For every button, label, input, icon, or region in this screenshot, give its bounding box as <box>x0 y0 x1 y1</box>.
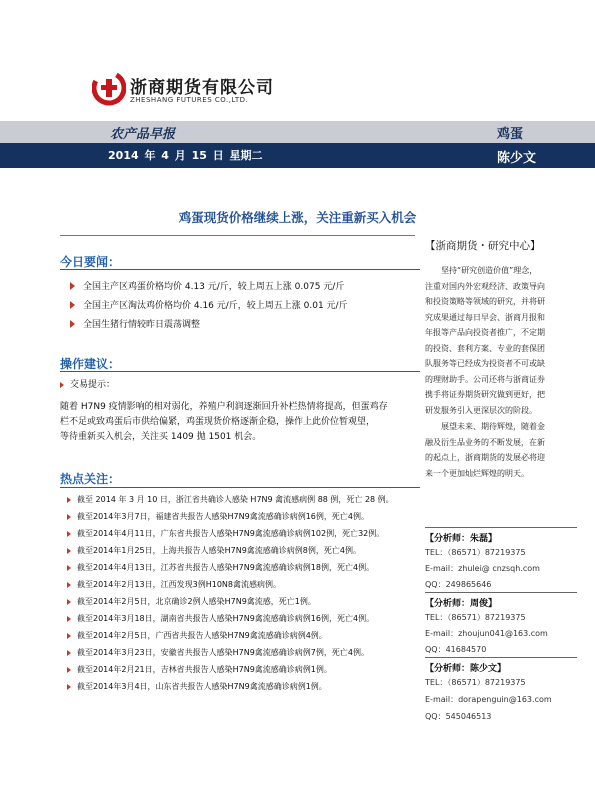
intro-line: 究成果通过每日早会、浙商月报和 <box>425 312 545 322</box>
today-news-underline <box>60 269 420 270</box>
intro-line: 队服务等已经成为投资者不可或缺 <box>425 359 545 368</box>
news-item-text: 全国主产区淘汰鸡价格均价 4.16 元/斤，较上周五上涨 0.01 元/斤 <box>83 301 348 311</box>
bullet-triangle-icon <box>67 497 71 503</box>
intro-line: 的投资、套利方案、专业的套保团 <box>425 343 545 353</box>
hot-topic-item <box>67 630 327 641</box>
hot-topic-text: 截至2014年3月7日，福建省共报告人感染H7N9禽流感确诊病例16例，死亡4例。 <box>77 512 369 521</box>
analyst-name: 【分析师：周俊】 <box>425 599 498 609</box>
research-center-heading: 【浙商期货・研究中心】 <box>425 240 541 252</box>
research-center-intro <box>425 263 575 418</box>
hot-topic-item <box>67 494 394 505</box>
bullet-triangle-icon <box>60 382 64 388</box>
hot-topic-item <box>67 613 374 624</box>
today-news-title: 今日要闻： <box>60 255 121 269</box>
operation-line: 随着 H7N9 疫情影响的相对弱化，养殖户利润逐渐回升补栏热情将提高，但蛋鸡存 <box>60 402 388 412</box>
author-label: 陈少文 <box>497 151 537 166</box>
bullet-triangle-icon <box>67 565 71 571</box>
hot-topic-item <box>67 664 332 675</box>
report-type: 农产品早报 <box>110 127 176 142</box>
hot-topic-item <box>67 528 384 539</box>
report-date: 2014 年 4 月 15 日 星期二 <box>108 149 263 162</box>
news-item <box>70 298 348 311</box>
news-item-text: 全国主产区鸡蛋价格均价 4.13 元/斤，较上周五上涨 0.075 元/斤 <box>83 282 345 292</box>
bullet-triangle-icon <box>67 548 71 554</box>
analyst-email[interactable]: E-mail：dorapenguin@163.com <box>425 695 552 704</box>
company-name-cn: 浙商期货有限公司 <box>130 78 274 98</box>
company-logo <box>92 70 274 114</box>
bullet-triangle-icon <box>67 514 71 520</box>
bullet-triangle-icon <box>67 667 71 673</box>
intro-line: 携手将证券期货研究做到更好，把 <box>425 390 545 399</box>
news-item <box>70 279 344 292</box>
bullet-triangle-icon <box>67 684 71 690</box>
bullet-triangle-icon <box>67 599 71 605</box>
headline-divider <box>60 235 415 236</box>
analyst-name: 【分析师：陈少文】 <box>425 664 507 674</box>
analyst-tel: TEL：（86571）87219375 <box>425 548 526 557</box>
hot-topic-text: 截至2014年1月25日，上海共报告人感染H7N9禽流感确诊病例8例，死亡4例。 <box>77 546 361 555</box>
bullet-triangle-icon <box>67 633 71 639</box>
commodity-label: 鸡蛋 <box>497 127 524 142</box>
bullet-triangle-icon <box>67 616 71 622</box>
hot-topics-underline <box>60 487 420 488</box>
trade-tip-text: 交易提示： <box>70 380 116 390</box>
hot-topic-item <box>67 511 369 522</box>
analyst-email[interactable]: E-mail：zhulei@ cnzsqh.com <box>425 564 540 573</box>
hot-topic-text: 截至2014年2月5日，广西省共报告人感染H7N9禽流感确诊病例4例。 <box>77 631 327 640</box>
analyst-qq: QQ：41684570 <box>425 645 487 654</box>
operation-line: 栏不足或致鸡蛋后市供给偏紧，鸡蛋现货价格逐渐企稳，操作上此价位暂观望， <box>60 417 376 427</box>
analyst-email[interactable]: E-mail：zhoujun041@163.com <box>425 629 548 638</box>
hot-topic-item <box>67 647 369 658</box>
headline-text: 鸡蛋现货价格继续上涨，关注重新买入机会 <box>178 210 417 225</box>
intro-line: 研发服务引入更深层次的阶段。 <box>425 405 537 415</box>
trade-tip-label <box>60 377 115 390</box>
bullet-triangle-icon <box>70 320 75 328</box>
company-name-en: ZHESHANG FUTURES CO.,LTD. <box>130 96 249 104</box>
analyst-divider <box>425 657 577 658</box>
bullet-triangle-icon <box>67 582 71 588</box>
bullet-triangle-icon <box>70 301 75 309</box>
hot-topic-text: 截至2014年3月23日，安徽省共报告人感染H7N9禽流感确诊病例7例，死亡4例。 <box>77 648 369 657</box>
hot-topics-title: 热点关注： <box>60 472 121 486</box>
news-item-text: 全国生猪行情较昨日震荡调整 <box>83 320 201 330</box>
hot-topic-text: 截至2014年3月18日，湖南省共报告人感染H7N9禽流感确诊病例16例，死亡4例。 <box>77 614 375 623</box>
hot-topic-text: 截至 2014 年 3 月 10 日，浙江省共确诊人感染 H7N9 禽流感病例 88 例，死亡 28 例。 <box>77 495 394 504</box>
research-center-outlook <box>425 419 575 481</box>
hot-topic-text: 截至2014年4月13日，江苏省共报告人感染H7N9禽流感确诊病例18例，死亡4例。 <box>77 563 375 572</box>
analyst-name: 【分析师：朱磊】 <box>425 534 498 544</box>
headline <box>0 207 595 226</box>
intro-line: 注重对国内外宏观经济、政策导向 <box>425 281 545 291</box>
hot-topic-item <box>67 562 374 573</box>
hot-topic-item <box>67 681 327 692</box>
hot-topic-text: 截至2014年2月13日，江西发现3例H10N8禽流感病例。 <box>77 580 281 589</box>
intro-line: 年报等产品向投资者推广，不定期 <box>425 328 545 337</box>
operation-line: 等待重新买入机会，关注买 1409 抛 1501 机会。 <box>60 432 262 442</box>
operation-underline <box>60 371 420 372</box>
outlook-line: 来一个更加灿烂辉煌的明天。 <box>425 468 529 478</box>
analyst-qq: QQ：249865646 <box>425 580 492 589</box>
analyst-divider <box>425 592 577 593</box>
hot-topic-text: 截至2014年2月21日，吉林省共报告人感染H7N9禽流感确诊病例1例。 <box>77 665 332 674</box>
outlook-line: 融及衍生品业务的不断发展，在新 <box>425 437 545 447</box>
hot-topic-item <box>67 579 281 590</box>
bullet-triangle-icon <box>67 531 71 537</box>
hot-topic-item <box>67 545 361 556</box>
operation-body <box>60 400 420 445</box>
intro-line: 的理财助手。公司还将与浙商证券 <box>425 374 545 384</box>
intro-line: 坚持“研究创造价值”理念， <box>441 266 538 275</box>
analyst-qq: QQ：545046513 <box>425 712 492 721</box>
intro-line: 和投资策略等领域的研究，并将研 <box>425 297 545 306</box>
outlook-line: 的起点上，浙商期货的发展必将迎 <box>425 453 545 462</box>
hot-topic-item <box>67 596 316 607</box>
hot-topic-text: 截至2014年2月5日，北京确诊2例人感染H7N9禽流感，死亡1例。 <box>77 597 316 606</box>
zheshang-logo-mark-icon <box>92 70 126 106</box>
operation-title: 操作建议： <box>60 357 121 371</box>
bullet-triangle-icon <box>67 650 71 656</box>
analyst-divider <box>425 527 577 528</box>
outlook-line: 展望未来、期待辉煌，随着金 <box>441 422 545 431</box>
hot-topic-text: 截至2014年3月4日，山东省共报告人感染H7N9禽流感确诊病例1例。 <box>77 682 327 691</box>
analyst-tel: TEL：（86571）87219375 <box>425 613 526 622</box>
hot-topic-text: 截至2014年4月11日，广东省共报告人感染H7N9禽流感确诊病例102例，死亡32例。 <box>77 529 385 538</box>
bullet-triangle-icon <box>70 282 75 290</box>
analyst-tel: TEL：（86571）87219375 <box>425 678 526 687</box>
news-item <box>70 317 200 330</box>
